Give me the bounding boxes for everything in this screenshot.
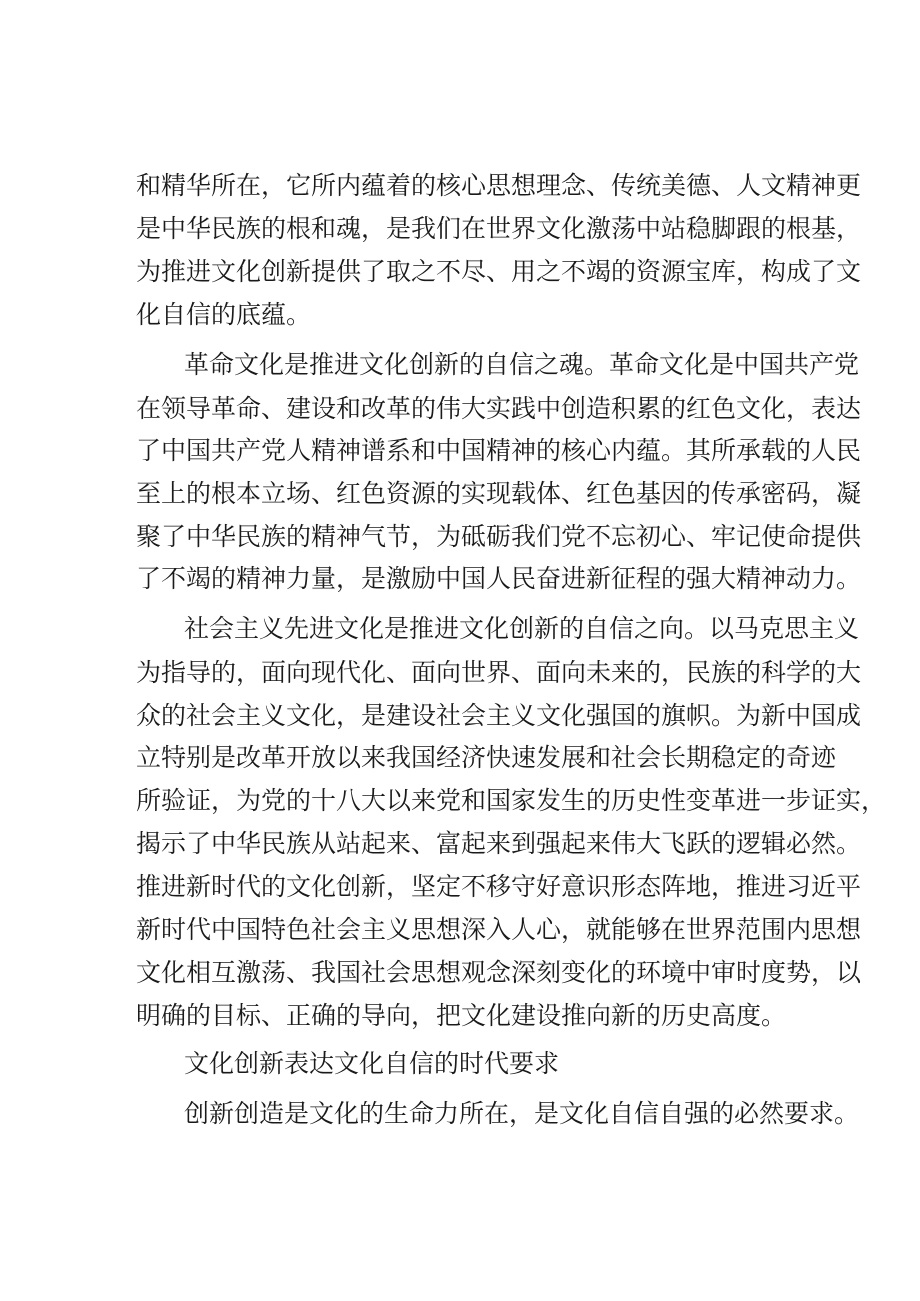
paragraph-3-line-9: 文化相互激荡、我国社会思想观念深刻变化的环境中审时度势，以	[136, 958, 862, 987]
section-heading: 文化创新表达文化自信的时代要求	[184, 1049, 560, 1078]
paragraph-3-line-1: 社会主义先进文化是推进文化创新的自信之向。以马克思主义	[184, 614, 860, 643]
paragraph-3-line-3: 众的社会主义文化，是建设社会主义文化强国的旗帜。为新中国成	[136, 701, 862, 730]
paragraph-3-line-10: 明确的目标、正确的导向，把文化建设推向新的历史高度。	[136, 1001, 787, 1030]
paragraph-3-line-4: 立特别是改革开放以来我国经济快速发展和社会长期稳定的奇迹	[136, 743, 837, 772]
paragraph-3-line-2: 为指导的，面向现代化、面向世界、面向未来的，民族的科学的大	[136, 658, 862, 687]
paragraph-2-line-2: 在领导革命、建设和改革的伟大实践中创造积累的红色文化，表达	[136, 394, 862, 423]
paragraph-1-line-3: 为推进文化创新提供了取之不尽、用之不竭的资源宝库，构成了文	[136, 257, 862, 286]
final-paragraph-line-1: 创新创造是文化的生命力所在，是文化自信自强的必然要求。	[184, 1099, 860, 1128]
paragraph-3-line-6: 揭示了中华民族从站起来、富起来到强起来伟大飞跃的逻辑必然。	[136, 829, 862, 858]
paragraph-1-line-4: 化自信的底蕴。	[136, 300, 312, 329]
paragraph-1-line-2: 是中华民族的根和魂，是我们在世界文化激荡中站稳脚跟的根基，	[136, 214, 862, 243]
paragraph-2-line-3: 了中国共产党人精神谱系和中国精神的核心内蕴。其所承载的人民	[136, 436, 862, 465]
paragraph-3-line-8: 新时代中国特色社会主义思想深入人心，就能够在世界范围内思想	[136, 915, 862, 944]
paragraph-2-line-6: 了不竭的精神力量，是激励中国人民奋进新征程的强大精神动力。	[136, 564, 862, 593]
paragraph-3-line-5: 所验证，为党的十八大以来党和国家发生的历史性变革进一步证实，	[136, 786, 887, 815]
paragraph-2-line-5: 聚了中华民族的精神气节，为砥砺我们党不忘初心、牢记使命提供	[136, 522, 862, 551]
paragraph-1-line-1: 和精华所在，它所内蕴着的核心思想理念、传统美德、人文精神更	[136, 171, 862, 200]
paragraph-2-line-4: 至上的根本立场、红色资源的实现载体、红色基因的传承密码，凝	[136, 479, 862, 508]
paragraph-2-line-1: 革命文化是推进文化创新的自信之魂。革命文化是中国共产党	[184, 350, 860, 379]
paragraph-3-line-7: 推进新时代的文化创新，坚定不移守好意识形态阵地，推进习近平	[136, 872, 862, 901]
